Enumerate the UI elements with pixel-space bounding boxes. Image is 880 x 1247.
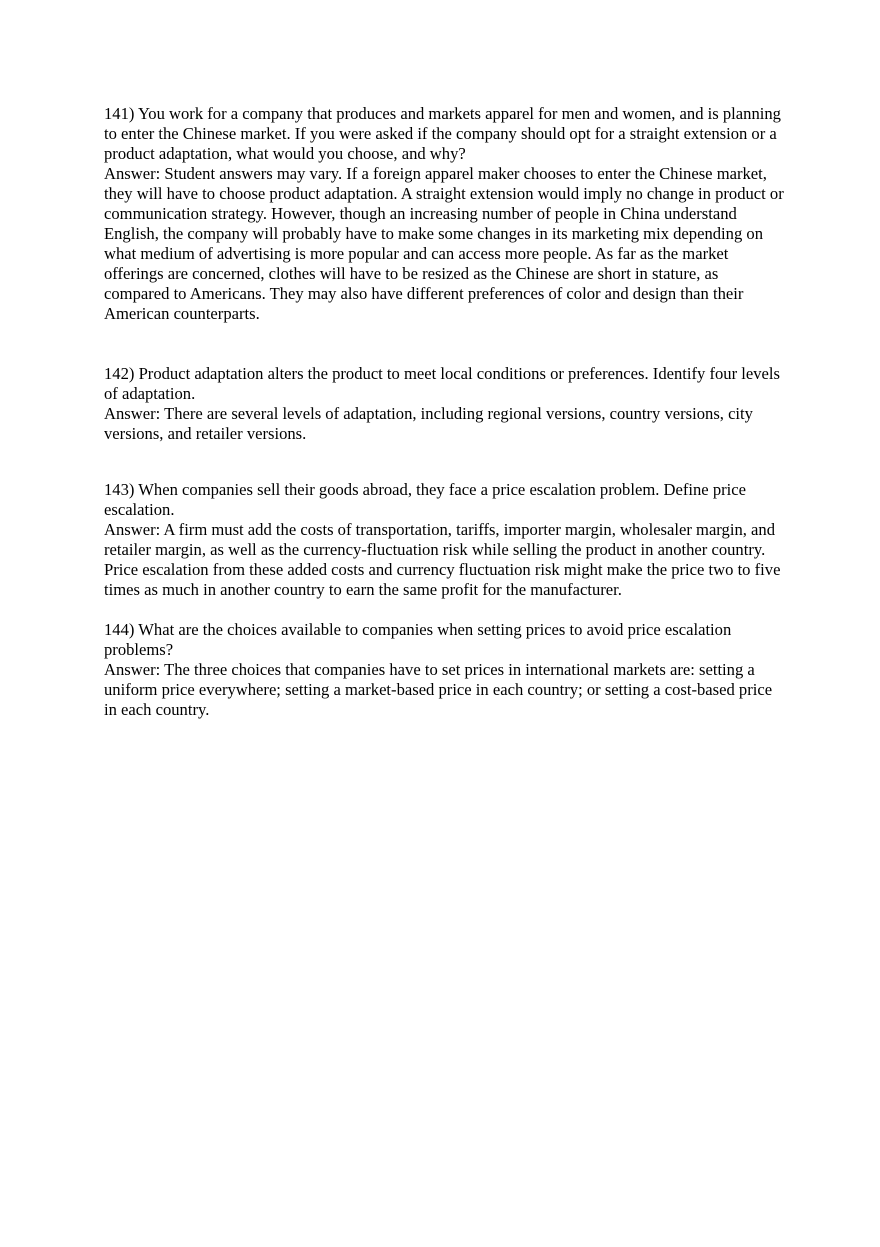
question-text: 143) When companies sell their goods abroad, they face a price escalation problem. Define price escalation.	[104, 480, 746, 519]
question-block-144	[104, 620, 784, 720]
question-text: 142) Product adaptation alters the product to meet local conditions or preferences. Identify four levels of adaptation.	[104, 364, 780, 403]
document-content	[104, 104, 784, 720]
answer-text: Answer: Student answers may vary. If a foreign apparel maker chooses to enter the Chinese market, they will have to choose product adaptation. A straight extension would imply no change in product or communication strategy. However, though an increasing number of people in China understand English, the company will probably have to make some changes in its marketing mix depending on what medium of advertising is more popular and can access more people. As far as the market offerings are concerned, clothes will have to be resized as the Chinese are short in stature, as compared to Americans. They may also have different preferences of color and design than their American counterparts.	[104, 164, 784, 323]
question-block-143	[104, 480, 784, 600]
answer-text: Answer: There are several levels of adaptation, including regional versions, country versions, city versions, and retailer versions.	[104, 404, 753, 443]
question-text: 144) What are the choices available to companies when setting prices to avoid price escalation problems?	[104, 620, 732, 659]
question-block-141	[104, 104, 784, 324]
question-text: 141) You work for a company that produces and markets apparel for men and women, and is planning to enter the Chinese market. If you were asked if the company should opt for a straight extension or a product adaptation, what would you choose, and why?	[104, 104, 781, 163]
answer-text: Answer: The three choices that companies have to set prices in international markets are: setting a uniform price everywhere; setting a market-based price in each country; or setting a cost-based price in each country.	[104, 660, 773, 719]
answer-text: Answer: A firm must add the costs of transportation, tariffs, importer margin, wholesaler margin, and retailer margin, as well as the currency-fluctuation risk while selling the product in another country. Price escalation from these added costs and currency fluctuation risk might make the price two to five times as much in another country to earn the same profit for the manufacturer.	[104, 520, 781, 599]
question-block-142	[104, 364, 784, 444]
